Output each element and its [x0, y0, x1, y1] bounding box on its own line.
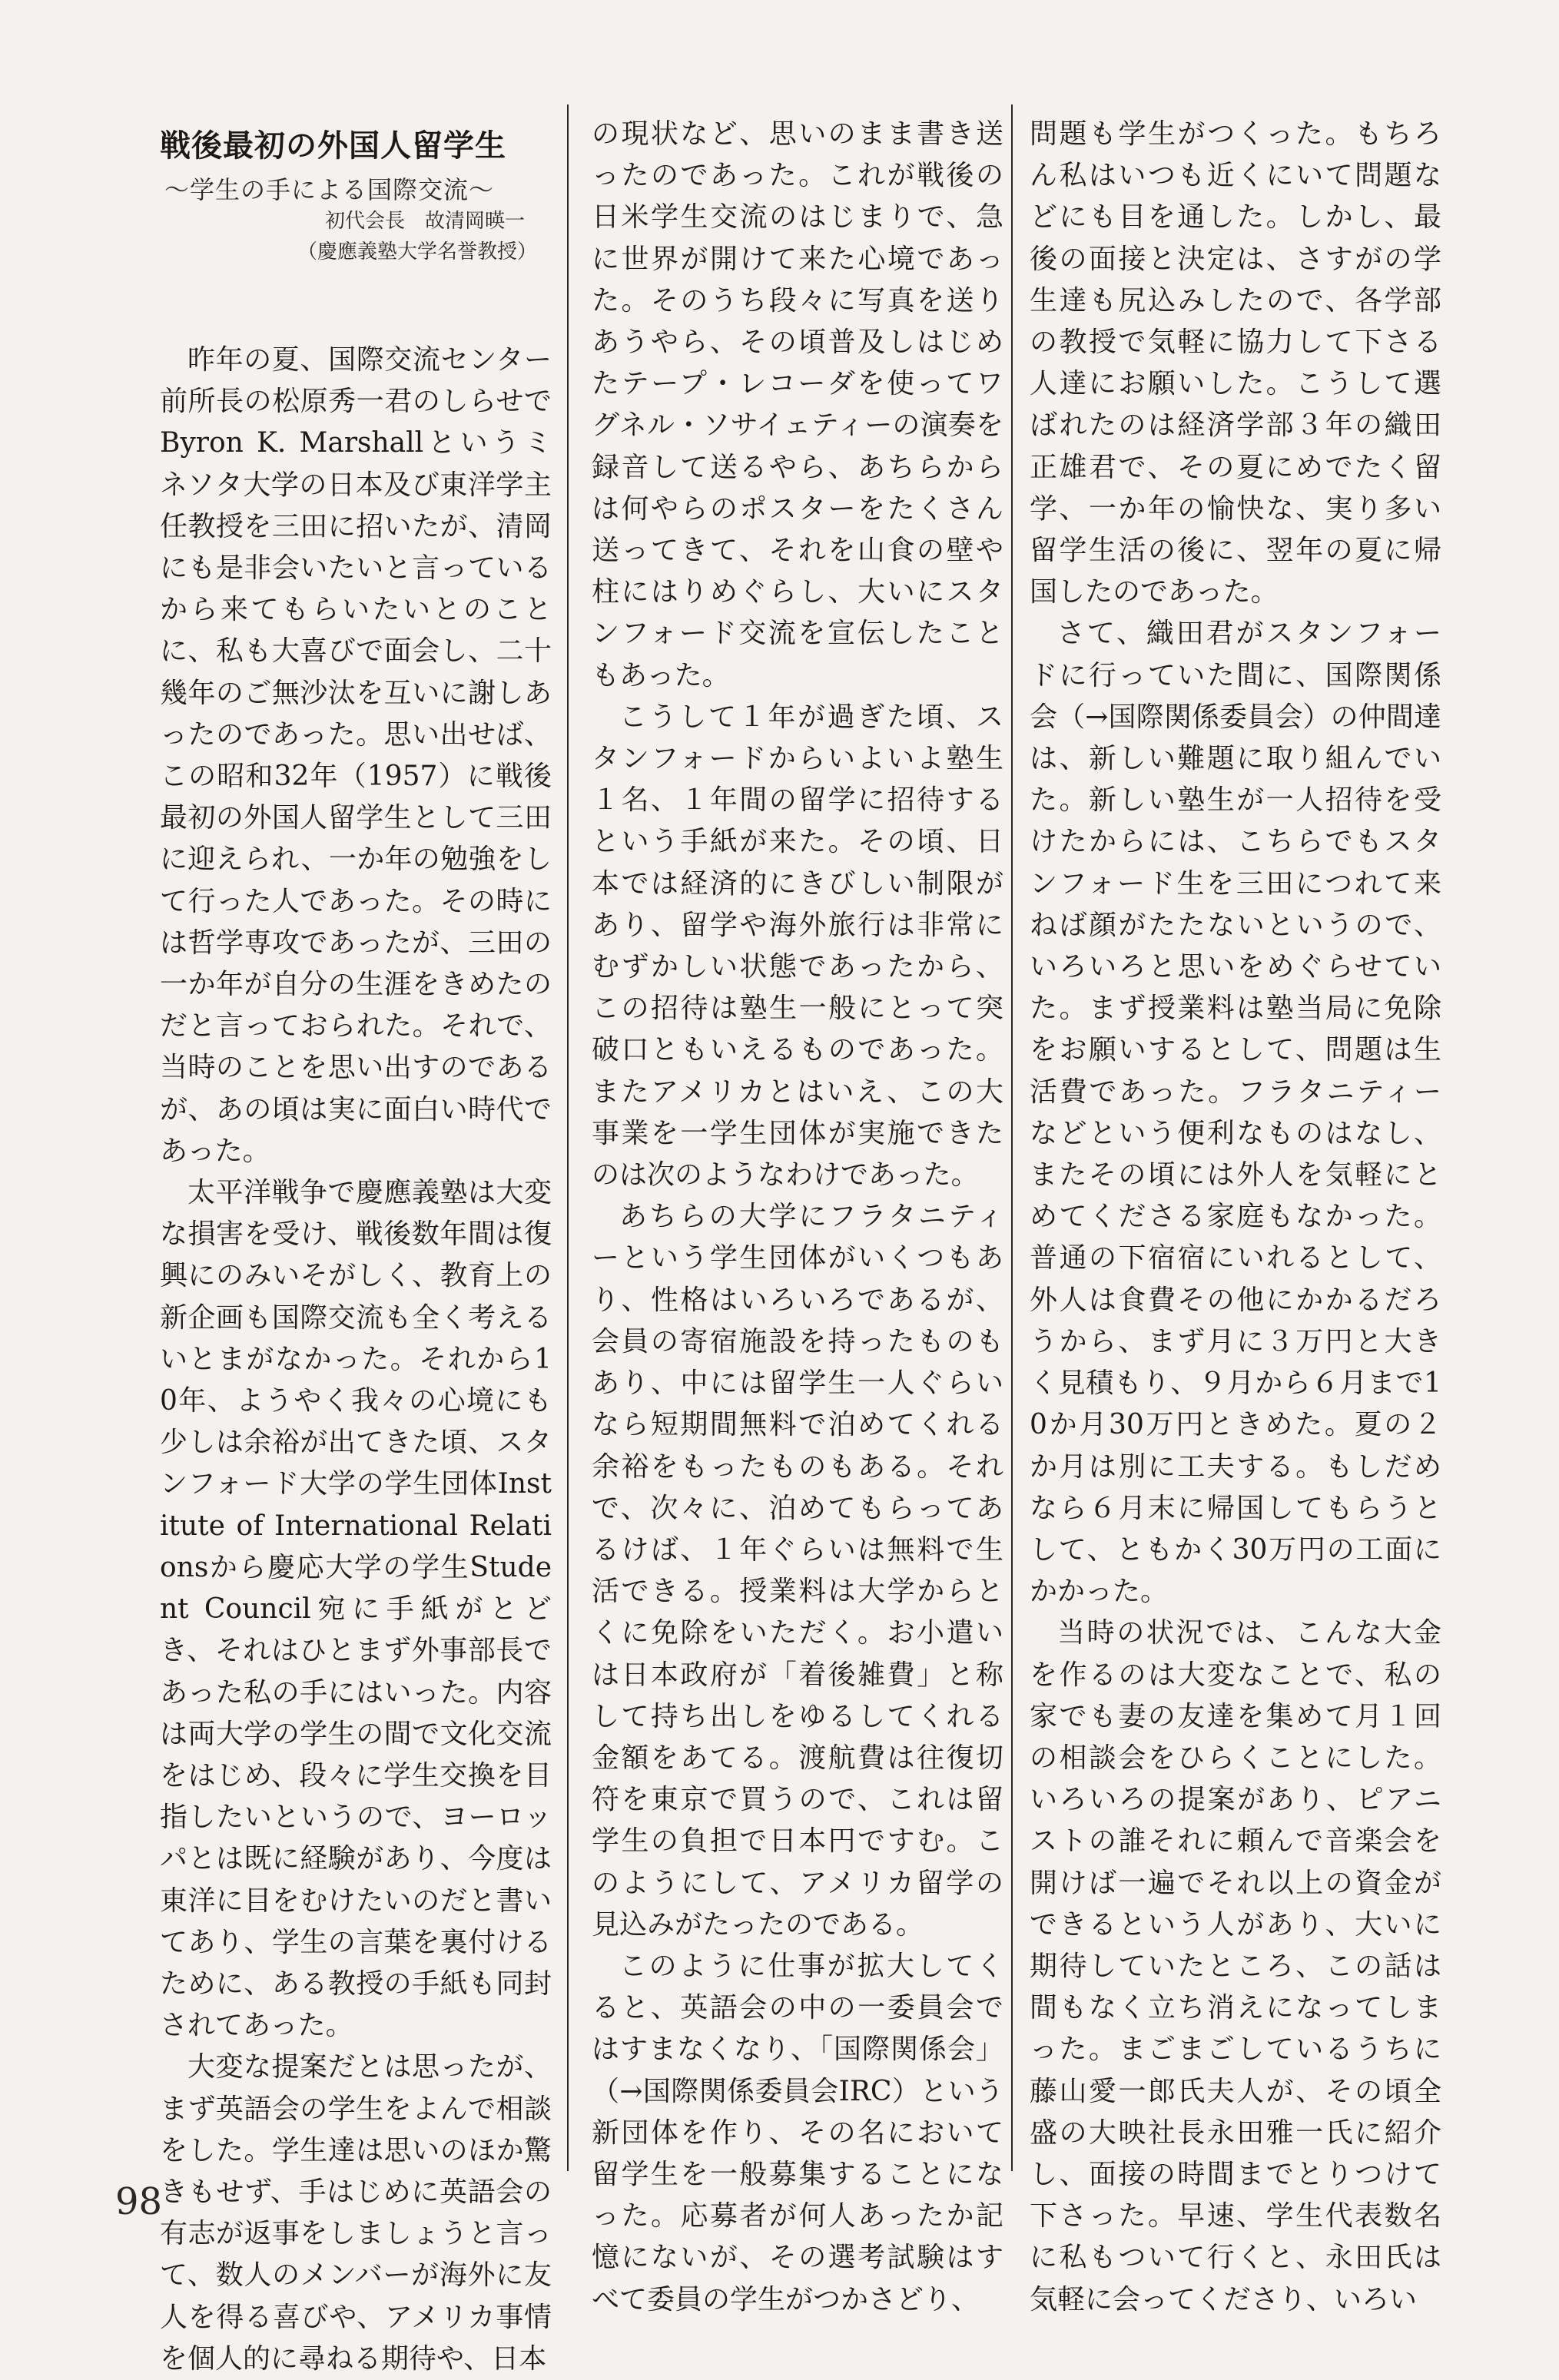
paragraph: の現状など、思いのまま書き送ったのであった。これが戦後の日米学生交流のはじまりで、急に世界が開けて来た心境であった。そのうち段々に写真を送りあうやら、その頃普及しはじめたテープ・レコーダを使ってワグネル・ソサイェティーの演奏を録音して送るやら、あちらからは何やらのポスターをたくさん送ってきて、それを山食の壁や柱にはりめぐらし、大いにスタンフォード交流を宣伝したこともあった。	[592, 118, 1003, 691]
text-column-1	[160, 340, 552, 2380]
paragraph: こうして１年が過ぎた頃、スタンフォードからいよいよ塾生１名、１年間の留学に招待するという手紙が来た。その頃、日本では経済的にきびしい制限があり、留学や海外旅行は非常にむずかしい状態であったから、この招待は塾生一般にとって突破口ともいえるものであった。またアメリカとはいえ、この大事業を一学生団体が実施できたのは次のようなわけであった。	[592, 701, 1003, 1192]
column-divider	[567, 104, 569, 2171]
paragraph: あちらの大学にフラタニティーという学生団体がいくつもあり、性格はいろいろであるが、会員の寄宿施設を持ったものもあり、中には留学生一人ぐらいなら短期間無料で泊めてくれる余裕をもったものもある。それで、次々に、泊めてもらってあるけば、１年ぐらいは無料で生活できる。授業料は大学からとくに免除をいただく。お小遣いは日本政府が「着後雑費」と称して持ち出しをゆるしてくれる金額をあてる。渡航費は往復切符を東京で買うので、これは留学生の負担で日本円ですむ。このようにして、アメリカ留学の見込みがたったのである。	[592, 1201, 1003, 1941]
paragraph: 昨年の夏、国際交流センター前所長の松原秀一君のしらせでByron K. Marshallというミネソタ大学の日本及び東洋学主任教授を三田に招いたが、清岡にも是非会いたいと言っているから来てもらいたいとのことに、私も大喜びで面会し、二十幾年のご無沙汰を互いに謝しあったのであった。思い出せば、この昭和32年（1957）に戦後最初の外国人留学生として三田に迎えられ、一か年の勉強をして行った人であった。その時には哲学専攻であったが、三田の一か年が自分の生涯をきめたのだと言っておられた。それで、当時のことを思い出すのであるが、あの頃は実に面白い時代であった。	[160, 344, 552, 1167]
page-number: 98	[115, 2180, 163, 2223]
paragraph: 大変な提案だとは思ったが、まず英語会の学生をよんで相談をした。学生達は思いのほか驚きもせず、手はじめに英語会の有志が返事をしましょうと言って、数人のメンバーが海外に友人を得る喜びや、アメリカ事情を個人的に尋ねる期待や、日本	[160, 2051, 552, 2375]
paragraph: 問題も学生がつくった。もちろん私はいつも近くにいて問題などにも目を通した。しかし、最後の面接と決定は、さすがの学生達も尻込みしたので、各学部の教授で気軽に協力して下さる人達にお願いした。こうして選ばれたのは経済学部３年の織田正雄君で、その夏にめでたく留学、一か年の愉快な、実り多い留学生活の後に、翌年の夏に帰国したのであった。	[1030, 118, 1441, 608]
column-divider	[1011, 104, 1013, 2171]
article-title: 戦後最初の外国人留学生	[160, 128, 506, 164]
paragraph: このように仕事が拡大してくると、英語会の中の一委員会ではすまなくなり、「国際関係会」（→国際関係委員会IRC）という新団体を作り、その名において留学生を一般募集することになった。応募者が何人あったか記憶にないが、その選考試験はすべて委員の学生がつかさどり、	[592, 1950, 1003, 2315]
paragraph: さて、織田君がスタンフォードに行っていた間に、国際関係会（→国際関係委員会）の仲間達は、新しい難題に取り組んでいた。新しい塾生が一人招待を受けたからには、こちらでもスタンフォード生を三田につれて来ねば顔がたたないというので、いろいろと思いをめぐらせていた。まず授業料は塾当局に免除をお願いするとして、問題は生活費であった。フラタニティーなどという便利なものはなし、またその頃には外人を気軽にとめてくださる家庭もなかった。普通の下宿宿にいれるとして、外人は食費その他にかかるだろうから、まず月に３万円と大きく見積もり、９月から６月まで10か月30万円ときめた。夏の２か月は別に工夫する。もしだめなら６月末に帰国してもらうとして、ともかく30万円の工面にかかった。	[1030, 618, 1441, 1608]
text-column-3	[1030, 114, 1441, 2321]
article-subtitle: 〜学生の手による国際交流〜	[164, 175, 495, 204]
author-affiliation: （慶應義塾大学名誉教授）	[297, 240, 537, 264]
text-column-2	[592, 114, 1003, 2321]
author-name: 初代会長 故清岡暎一	[324, 210, 525, 233]
author-byline	[297, 206, 537, 267]
paragraph: 当時の状況では、こんな大金を作るのは大変なことで、私の家でも妻の友達を集めて月１回の相談会をひらくことにした。いろいろの提案があり、ピアニストの誰それに頼んで音楽会を開けば一遍でそれ以上の資金ができるという人があり、大いに期待していたところ、この話は間もなく立ち消えになってしまった。まごまごしているうちに藤山愛一郎氏夫人が、その頃全盛の大映社長永田雅一氏に紹介し、面接の時間までとりつけて下さった。早速、学生代表数名に私もついて行くと、永田氏は気軽に会ってくださり、いろい	[1030, 1617, 1441, 2315]
paragraph: 太平洋戦争で慶應義塾は大変な損害を受け、戦後数年間は復興にのみいそがしく、教育上の新企画も国際交流も全く考えるいとまがなかった。それから10年、ようやく我々の心境にも少しは余裕が出てきた頃、スタンフォード大学の学生団体Institute of International Relationsから慶応大学の学生Student Council宛に手紙がとどき、それはひとまず外事部長であった私の手にはいった。内容は両大学の学生の間で文化交流をはじめ、段々に学生交換を目指したいというので、ヨーロッパとは既に経験があり、今度は東洋に目をむけたいのだと書いてあり、学生の言葉を裏付けるために、ある教授の手紙も同封されてあった。	[160, 1177, 552, 2042]
